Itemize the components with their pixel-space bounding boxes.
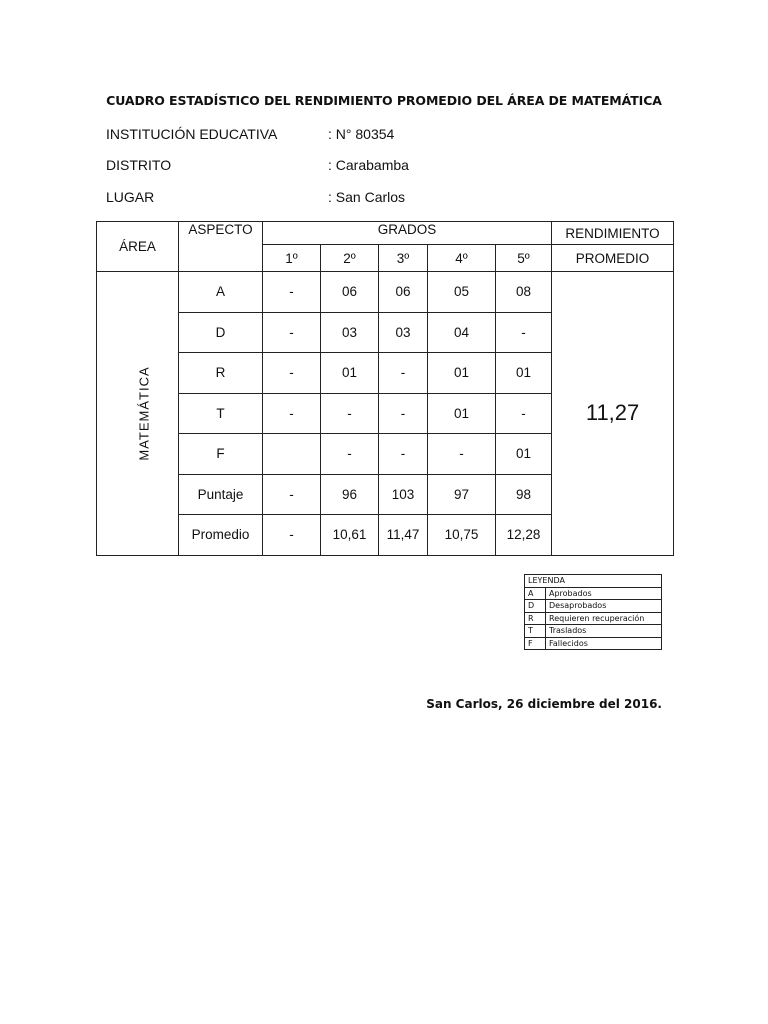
value-cell: - xyxy=(321,434,379,475)
rendimiento-promedio-value: 11,27 xyxy=(552,272,674,556)
value-cell: - xyxy=(263,515,321,556)
value-cell: - xyxy=(263,353,321,394)
value-cell: 03 xyxy=(379,312,428,353)
grado-header: 4º xyxy=(428,245,496,272)
aspect-cell: D xyxy=(179,312,263,353)
grados-header: GRADOS xyxy=(263,222,552,245)
area-cell xyxy=(97,272,179,556)
table-row xyxy=(97,272,674,313)
value-cell: 08 xyxy=(496,272,552,313)
value-cell: - xyxy=(321,393,379,434)
value-cell: 03 xyxy=(321,312,379,353)
aspect-cell: Promedio xyxy=(179,515,263,556)
aspect-cell: A xyxy=(179,272,263,313)
value-cell: - xyxy=(263,272,321,313)
value-cell: - xyxy=(263,393,321,434)
value-cell: 10,75 xyxy=(428,515,496,556)
value-cell: 05 xyxy=(428,272,496,313)
info-label: DISTRITO xyxy=(106,157,172,173)
value-cell: - xyxy=(496,312,552,353)
aspect-cell: R xyxy=(179,353,263,394)
value-cell: 01 xyxy=(321,353,379,394)
value-cell: - xyxy=(379,353,428,394)
statistics-table xyxy=(96,221,674,556)
aspect-cell: Puntaje xyxy=(179,474,263,515)
value-cell: 06 xyxy=(379,272,428,313)
value-cell: 98 xyxy=(496,474,552,515)
legend-key: T xyxy=(525,625,546,638)
value-cell: 06 xyxy=(321,272,379,313)
legend-key: A xyxy=(525,587,546,600)
info-value: : Carabamba xyxy=(328,157,409,173)
aspect-cell: T xyxy=(179,393,263,434)
grado-header: 5º xyxy=(496,245,552,272)
info-value: : San Carlos xyxy=(328,189,406,205)
value-cell: 96 xyxy=(321,474,379,515)
rendimiento-header: RENDIMIENTO xyxy=(552,222,674,245)
value-cell: - xyxy=(496,393,552,434)
value-cell: 01 xyxy=(428,353,496,394)
aspect-cell: F xyxy=(179,434,263,475)
value-cell: 12,28 xyxy=(496,515,552,556)
value-cell: - xyxy=(379,393,428,434)
info-label: LUGAR xyxy=(106,189,155,205)
legend-key: F xyxy=(525,637,546,650)
info-value: : N° 80354 xyxy=(328,126,395,142)
legend-key: D xyxy=(525,600,546,613)
value-cell: 01 xyxy=(428,393,496,434)
value-cell: 01 xyxy=(496,434,552,475)
legend-title: LEYENDA xyxy=(525,575,662,588)
value-cell: 10,61 xyxy=(321,515,379,556)
legend-text: Requieren recuperación xyxy=(546,612,662,625)
value-cell: - xyxy=(379,434,428,475)
legend-text: Traslados xyxy=(546,625,662,638)
legend-text: Aprobados xyxy=(546,587,662,600)
value-cell: 103 xyxy=(379,474,428,515)
value-cell: - xyxy=(263,312,321,353)
value-cell: - xyxy=(428,434,496,475)
legend-text: Desaprobados xyxy=(546,600,662,613)
grado-header: 1º xyxy=(263,245,321,272)
place-date-footer: San Carlos, 26 diciembre del 2016. xyxy=(426,697,662,711)
value-cell xyxy=(263,434,321,475)
area-name: MATEMÁTICA xyxy=(136,366,152,461)
aspect-header: ASPECTO xyxy=(179,222,263,272)
value-cell: - xyxy=(263,474,321,515)
info-label: INSTITUCIÓN EDUCATIVA xyxy=(106,126,278,142)
area-header: ÁREA xyxy=(97,222,179,272)
legend-text: Fallecidos xyxy=(546,637,662,650)
value-cell: 04 xyxy=(428,312,496,353)
grado-header: 3º xyxy=(379,245,428,272)
value-cell: 97 xyxy=(428,474,496,515)
value-cell: 01 xyxy=(496,353,552,394)
grado-header: 2º xyxy=(321,245,379,272)
legend-key: R xyxy=(525,612,546,625)
legend-table xyxy=(524,574,662,650)
document-title: CUADRO ESTADÍSTICO DEL RENDIMIENTO PROMEDIO DEL ÁREA DE MATEMÁTICA xyxy=(106,93,662,108)
value-cell: 11,47 xyxy=(379,515,428,556)
promedio-header: PROMEDIO xyxy=(552,245,674,272)
